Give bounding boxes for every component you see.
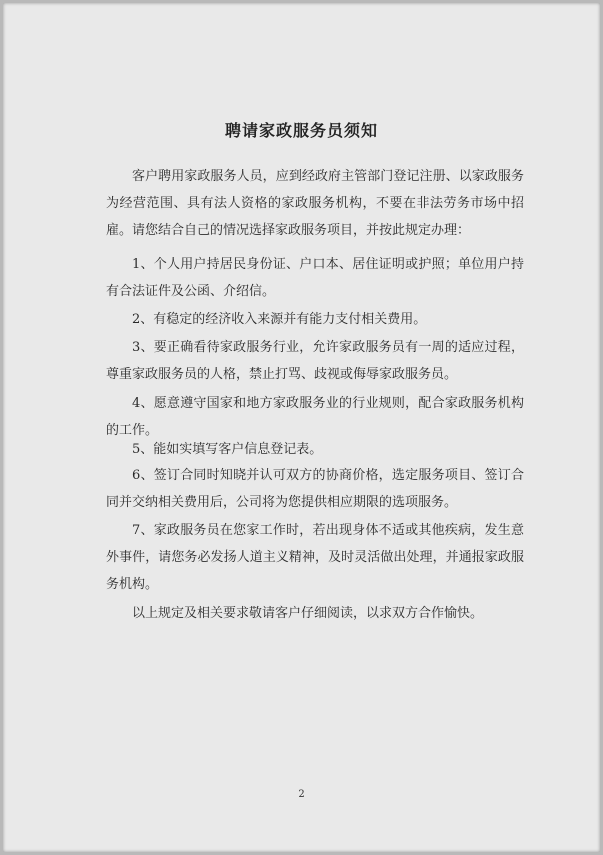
closing-paragraph: 以上规定及相关要求敬请客户仔细阅读，以求双方合作愉快。 bbox=[132, 606, 484, 621]
page-number: 2 bbox=[298, 789, 305, 800]
rule-2-paragraph: 2、有稳定的经济收入来源并有能力支付相关费用。 bbox=[132, 312, 427, 327]
intro-paragraph: 客户聘用家政服务人员，应到经政府主管部门登记注册、以家政服务为经营范围、具有法人资格的家政服务机构，不要在非法劳务市场中招雇。请您结合自己的情况选择家政服务项目，并按此规定办理： bbox=[106, 169, 524, 238]
rule-4-paragraph: 4、愿意遵守国家和地方家政服务业的行业规则，配合家政服务机构的工作。 bbox=[106, 396, 524, 438]
rule-3-paragraph: 3、要正确看待家政服务行业，允许家政服务员有一周的适应过程，尊重家政服务员的人格，禁止打骂、歧视或侮辱家政服务员。 bbox=[106, 340, 524, 382]
rule-7-paragraph: 7、家政服务员在您家工作时，若出现身体不适或其他疾病，发生意外事件，请您务必发扬人道主义精神，及时灵活做出处理，并通报家政服务机构。 bbox=[106, 523, 524, 592]
rule-5-paragraph: 5、能如实填写客户信息登记表。 bbox=[132, 442, 323, 457]
rule-1-paragraph: 1、个人用户持居民身份证、户口本、居住证明或护照；单位用户持有合法证件及公函、介绍信。 bbox=[106, 257, 524, 299]
document-page bbox=[3, 3, 600, 852]
rule-6-paragraph: 6、签订合同时知晓并认可双方的协商价格，选定服务项目、签订合同并交纳相关费用后，公司将为您提供相应期限的选项服务。 bbox=[106, 468, 524, 510]
document-title: 聘请家政服务员须知 bbox=[224, 121, 378, 140]
